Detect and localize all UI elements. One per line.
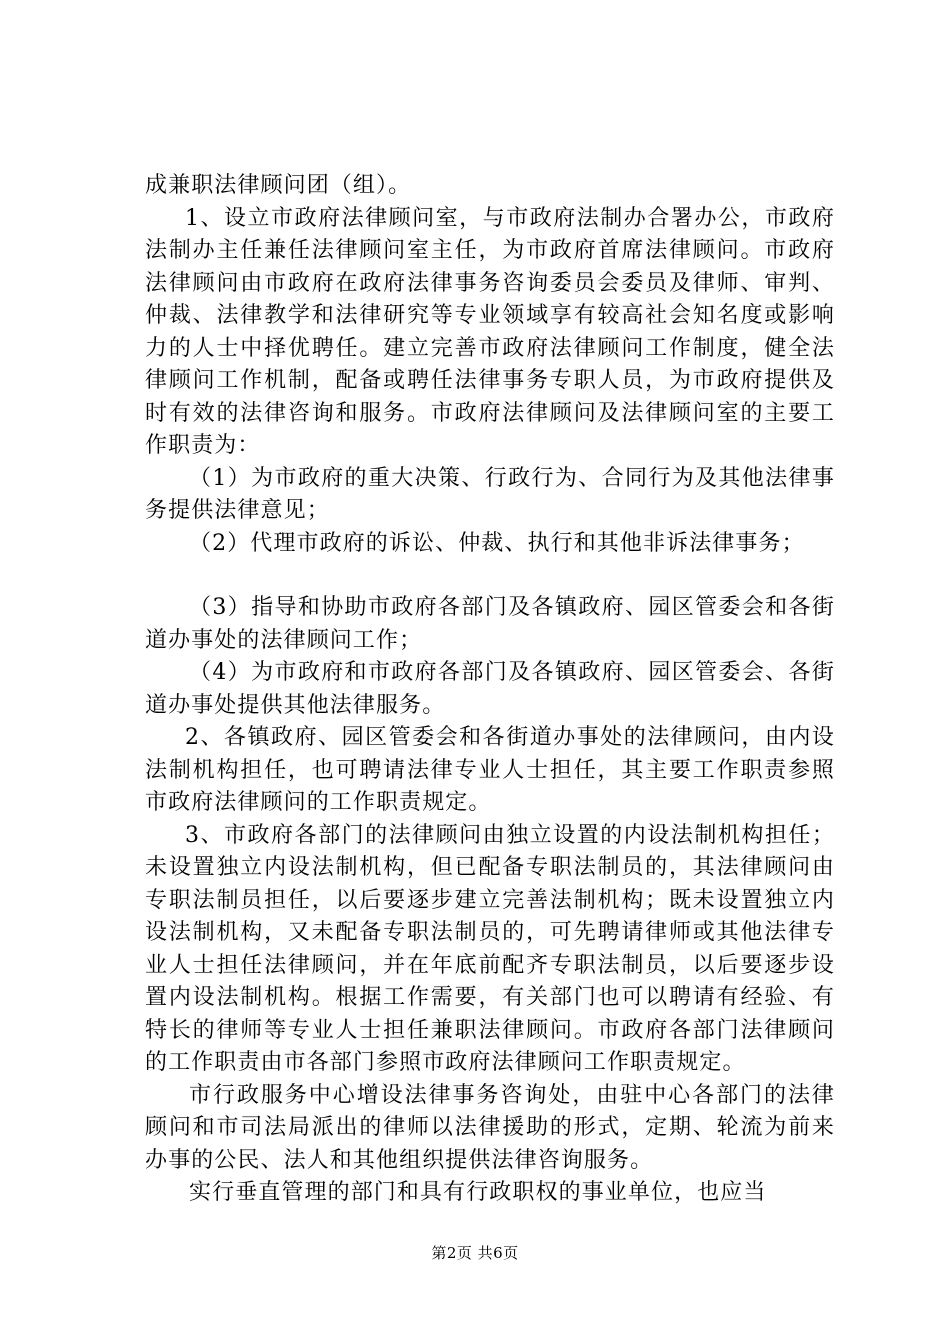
- paragraph-subitem-2: （2）代理市政府的诉讼、仲裁、执行和其他非诉法律事务；: [189, 530, 805, 556]
- paragraph-item-3: 3、市政府各部门的法律顾问由独立设置的内设法制机构担任；未设置独立内设法制机构，但已配备专职法制员的，其法律顾问由专职法制员担任，以后要逐步建立完善法制机构；既未设置独立内设法制机构，又未配备专职法制员的，可先聘请律师或其他法律专业人士担任法律顾问，并在年底前配齐专职法制员，以后要逐步设置内设法制机构。根据工作需要，有关部门也可以聘请有经验、有特长的律师等专业人士担任兼职法律顾问。市政府各部门法律顾问的工作职责由市各部门参照市政府法律顾问工作职责规定。: [145, 822, 835, 1075]
- paragraph-service-center: 市行政服务中心增设法律事务咨询处，由驻中心各部门的法律顾问和市司法局派出的律师以法律援助的形式，定期、轮流为前来办事的公民、法人和其他组织提供法律咨询服务。: [145, 1082, 835, 1173]
- paragraph-item-1: 1、设立市政府法律顾问室，与市政府法制办合署办公，市政府法制办主任兼任法律顾问室主任，为市政府首席法律顾问。市政府法律顾问由市政府在政府法律事务咨询委员会委员及律师、审判、仲裁、法律教学和法律研究等专业领域享有较高社会知名度或影响力的人士中择优聘任。建立完善市政府法律顾问工作制度，健全法律顾问工作机制，配备或聘任法律事务专职人员，为市政府提供及时有效的法律咨询和服务。市政府法律顾问及法律顾问室的主要工作职责为：: [145, 205, 835, 458]
- page-number-footer: 第2页 共6页: [431, 1244, 519, 1262]
- document-body: [145, 170, 835, 1210]
- blank-line: [145, 560, 835, 592]
- paragraph-subitem-1: （1）为市政府的重大决策、行政行为、合同行为及其他法律事务提供法律意见；: [145, 465, 835, 523]
- paragraph-subitem-4: （4）为市政府和市政府各部门及各镇政府、园区管委会、各街道办事处提供其他法律服务。: [145, 660, 835, 718]
- paragraph-item-2: 2、各镇政府、园区管委会和各街道办事处的法律顾问，由内设法制机构担任，也可聘请法律专业人士担任，其主要工作职责参照市政府法律顾问的工作职责规定。: [145, 725, 835, 815]
- paragraph-vertical-management: 实行垂直管理的部门和具有行政职权的事业单位，也应当: [189, 1180, 767, 1205]
- paragraph-subitem-3: （3）指导和协助市政府各部门及各镇政府、园区管委会和各街道办事处的法律顾问工作；: [145, 595, 835, 653]
- paragraph-continuation: 成兼职法律顾问团（组）。: [145, 173, 412, 198]
